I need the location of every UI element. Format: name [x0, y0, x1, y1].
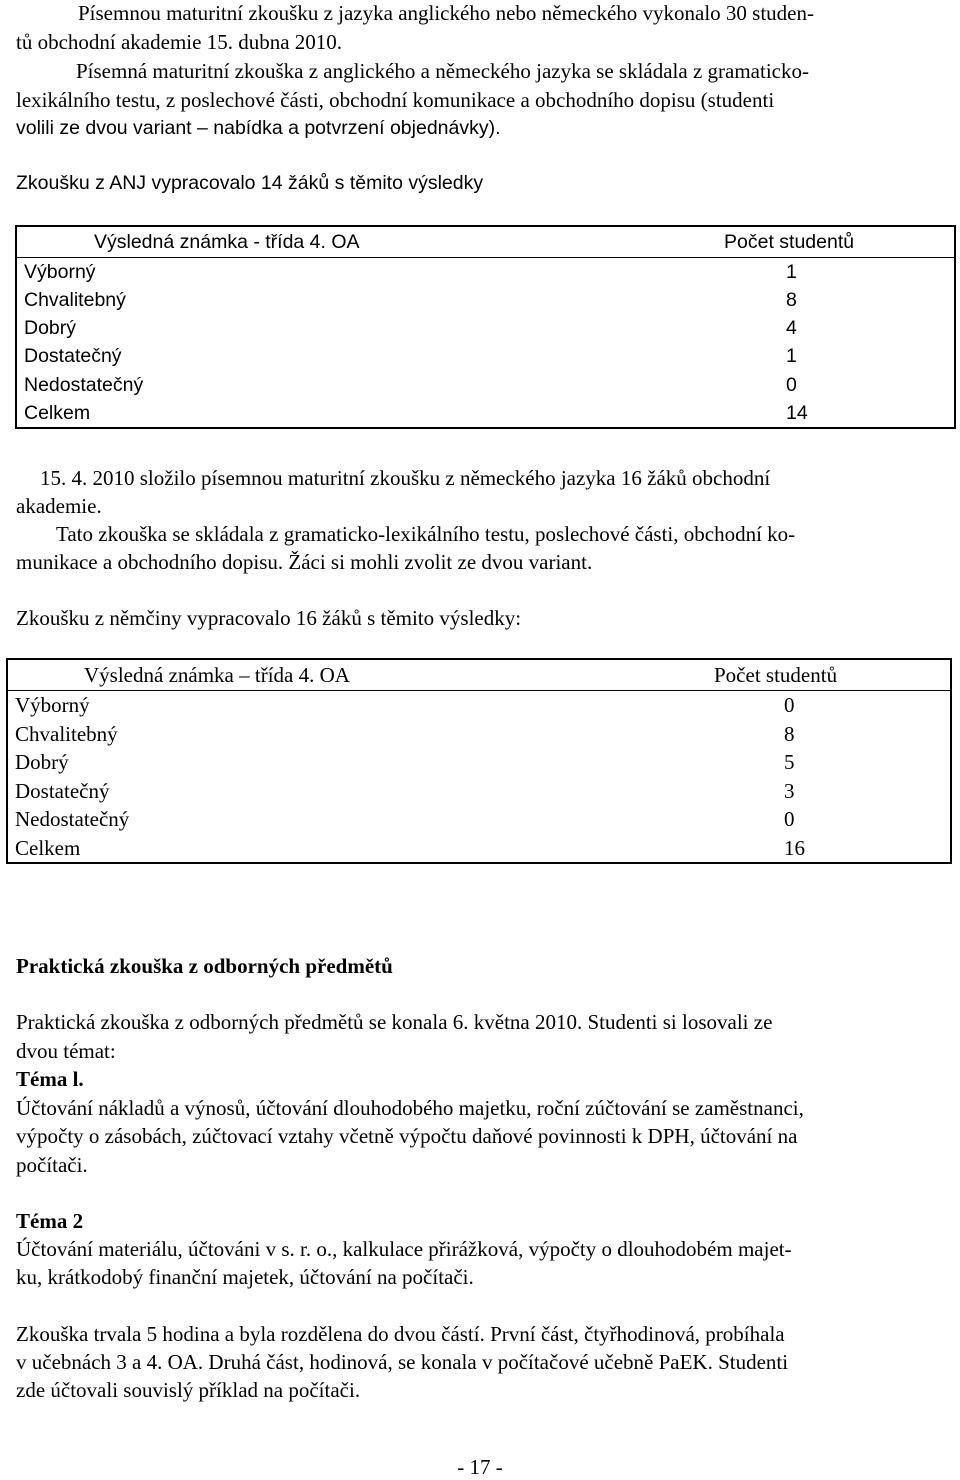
intro-line-4: lexikálního testu, z poslechové části, obchodní komunikace a obchodního dopisu (studenti — [16, 88, 775, 112]
count-cell: 0 — [544, 691, 951, 720]
tema2-line-2: ku, krátkodobý finanční majetek, účtování na počítači. — [16, 1265, 474, 1289]
count-cell: 1 — [554, 342, 955, 370]
count-cell: 14 — [554, 399, 955, 428]
table-row — [16, 314, 955, 342]
table-header-row — [16, 226, 955, 258]
nem-heading: Zkoušku z němčiny vypracovalo 16 žáků s těmito výsledky: — [16, 606, 522, 630]
anj-results-table — [15, 225, 956, 429]
grade-cell: Celkem — [7, 833, 544, 863]
count-cell: 16 — [544, 833, 951, 863]
count-cell: 3 — [544, 776, 951, 804]
grade-cell: Dostatečný — [7, 776, 544, 804]
grade-cell: Nedostatečný — [16, 371, 554, 399]
tema1-line-1: Účtování nákladů a výnosů, účtování dlouhodobého majetku, roční zúčtování se zaměstnanci, — [16, 1096, 804, 1120]
table-row-total — [16, 399, 955, 428]
count-cell: 0 — [554, 371, 955, 399]
col-header-count: Počet studentů — [554, 226, 955, 258]
table-row — [7, 691, 951, 720]
grade-cell: Dobrý — [16, 314, 554, 342]
table-row — [7, 720, 951, 748]
nem-results-table — [6, 658, 952, 864]
table-row — [16, 258, 955, 287]
intro-line-3: Písemná maturitní zkouška z anglického a německého jazyka se skládala z gramaticko- — [76, 59, 809, 83]
prakticka-p2-line-1: Zkouška trvala 5 hodina a byla rozdělena do dvou částí. První část, čtyřhodinová, probíhala — [16, 1322, 785, 1346]
prakticka-title: Praktická zkouška z odborných předmětů — [16, 954, 393, 978]
page-number: - 17 - — [457, 1455, 503, 1479]
grade-cell: Výborný — [7, 691, 544, 720]
col-header-grade: Výsledná známka – třída 4. OA — [7, 659, 544, 691]
col-header-grade: Výsledná známka - třída 4. OA — [16, 226, 554, 258]
prakticka-p1-line-2: dvou témat: — [16, 1039, 116, 1063]
grade-cell: Chvalitebný — [7, 720, 544, 748]
table-row — [16, 286, 955, 314]
nem-intro-line-4: munikace a obchodního dopisu. Žáci si mohli zvolit ze dvou variant. — [16, 550, 593, 574]
grade-cell: Dostatečný — [16, 342, 554, 370]
count-cell: 8 — [544, 720, 951, 748]
grade-cell: Nedostatečný — [7, 805, 544, 833]
count-cell: 0 — [544, 805, 951, 833]
grade-cell: Chvalitebný — [16, 286, 554, 314]
grade-cell: Výborný — [16, 258, 554, 287]
table-row — [16, 371, 955, 399]
prakticka-p1-line-1: Praktická zkouška z odborných předmětů se konala 6. května 2010. Studenti si losovali ze — [16, 1010, 773, 1034]
col-header-count: Počet studentů — [544, 659, 951, 691]
prakticka-p2-line-3: zde účtovali souvislý příklad na počítači. — [16, 1378, 361, 1402]
tema2-line-1: Účtování materiálu, účtováni v s. r. o., kalkulace přirážková, výpočty o dlouhodobém majet- — [16, 1237, 792, 1261]
tema1-title: Téma l. — [16, 1067, 84, 1091]
prakticka-p2-line-2: v učebnách 3 a 4. OA. Druhá část, hodinová, se konala v počítačové učebně PaEK. Studenti — [16, 1350, 789, 1374]
nem-intro-line-3: Tato zkouška se skládala z gramaticko-lexikálního testu, poslechové části, obchodní ko- — [56, 522, 796, 546]
nem-intro-line-2: akademie. — [16, 494, 102, 518]
grade-cell: Celkem — [16, 399, 554, 428]
table-header-row — [7, 659, 951, 691]
table-row — [7, 748, 951, 776]
tema1-line-3: počítači. — [16, 1153, 88, 1177]
intro-line-2: tů obchodní akademie 15. dubna 2010. — [16, 30, 343, 54]
tema2-title: Téma 2 — [16, 1209, 84, 1233]
tema1-line-2: výpočty o zásobách, zúčtovací vztahy včetně výpočtu daňové povinnosti k DPH, účtování na — [16, 1124, 798, 1148]
count-cell: 1 — [554, 258, 955, 287]
table-row — [7, 776, 951, 804]
anj-heading: Zkoušku z ANJ vypracovalo 14 žáků s těmito výsledky — [16, 172, 484, 194]
grade-cell: Dobrý — [7, 748, 544, 776]
count-cell: 8 — [554, 286, 955, 314]
table-row-total — [7, 833, 951, 863]
nem-intro-line-1: 15. 4. 2010 složilo písemnou maturitní zkoušku z německého jazyka 16 žáků obchodní — [40, 466, 771, 490]
table-row — [16, 342, 955, 370]
intro-line-1: Písemnou maturitní zkoušku z jazyka anglického nebo německého vykonalo 30 studen- — [78, 1, 814, 25]
count-cell: 5 — [544, 748, 951, 776]
count-cell: 4 — [554, 314, 955, 342]
table-row — [7, 805, 951, 833]
intro-line-5: volili ze dvou variant – nabídka a potvrzení objednávky). — [16, 117, 501, 139]
